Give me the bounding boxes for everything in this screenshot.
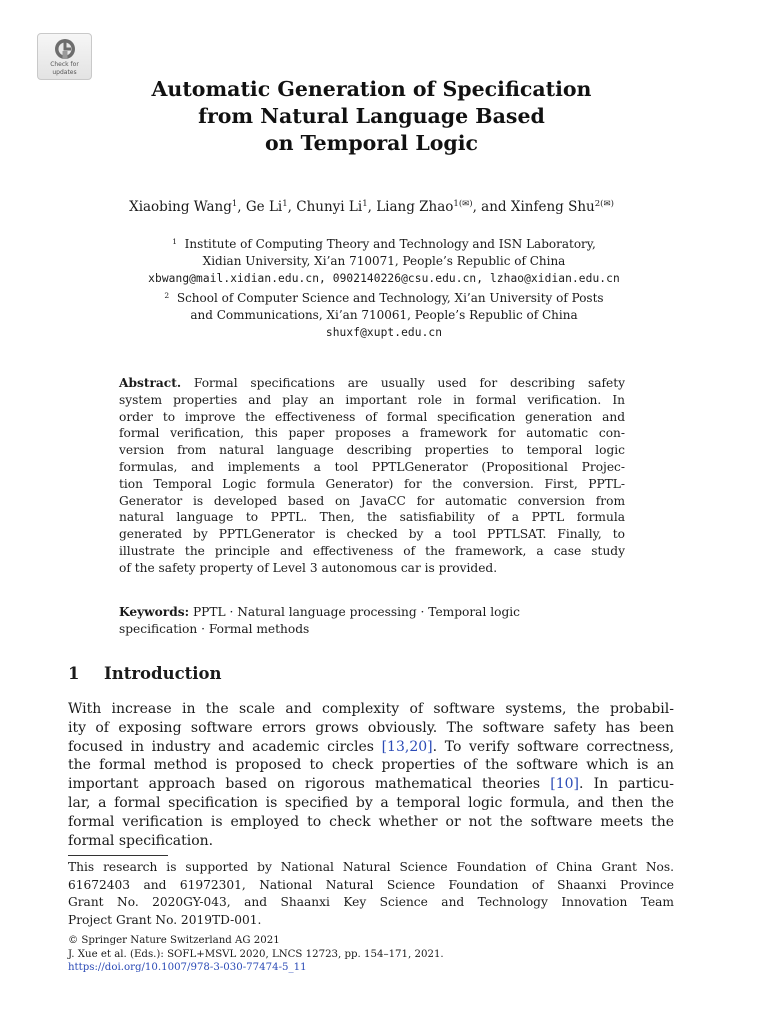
- citation-info-line: J. Xue et al. (Eds.): SOFL+MSVL 2020, LNCS 12723, pp. 154–171, 2021.: [68, 948, 444, 960]
- affiliation-1-line: [60, 233, 708, 253]
- abstract-line: illustrate the principle and effectiveness of the framework, a case study: [119, 543, 625, 558]
- abstract-line: Generator is developed based on JavaCC for automatic conversion from: [119, 493, 625, 508]
- abstract-line: [119, 375, 625, 392]
- affiliation-1-emails[interactable]: xbwang@mail.xidian.edu.cn, 0902140226@csu.edu.cn, lzhao@xidian.edu.cn: [148, 272, 620, 285]
- author-affil-mark: 2(✉): [594, 199, 614, 209]
- body-text: . To verify software correctness,: [432, 738, 674, 755]
- body-line: formal verification is employed to check whether or not the software meets the: [68, 813, 674, 830]
- footnote-line: 61672403 and 61972301, National Natural Science Foundation of Shaanxi Province: [68, 877, 674, 892]
- author-name: Liang Zhao: [376, 199, 454, 215]
- keywords-line: [119, 604, 625, 621]
- footnote-line: Project Grant No. 2019TD-001.: [68, 912, 262, 927]
- doi-link[interactable]: https://doi.org/10.1007/978-3-030-77474-5_11: [68, 962, 307, 973]
- citation-link[interactable]: [13,20]: [381, 738, 433, 755]
- abstract-line: tion Temporal Logic formula Generator) for the conversion. First, PPTL-: [119, 476, 625, 491]
- abstract-line: of the safety property of Level 3 autonomous car is provided.: [119, 560, 498, 575]
- author-list: [40, 199, 703, 215]
- body-text: . In particu-: [578, 776, 675, 793]
- author-affil-mark: 1: [282, 199, 288, 209]
- author-affil-mark: 1(✉): [453, 199, 473, 209]
- author-name: Xiaobing Wang: [129, 199, 232, 215]
- section-title: Introduction: [104, 664, 222, 683]
- body-line: [68, 775, 674, 794]
- body-line: the formal method is proposed to check properties of the software which is an: [68, 757, 674, 774]
- funding-footnote: [68, 859, 674, 929]
- body-line: With increase in the scale and complexity of software systems, the probabil-: [68, 701, 674, 717]
- abstract-line: formal verification, this paper proposes a framework for automatic con-: [119, 426, 625, 441]
- badge-text-line1: Check for: [50, 61, 79, 68]
- abstract-line: formulas, and implements a tool PPTLGenerator (Propositional Projec-: [119, 459, 625, 474]
- author-separator: ,: [287, 199, 297, 215]
- author-name: Xinfeng Shu: [510, 199, 595, 215]
- body-line: ity of exposing software errors grows obviously. The software safety has been: [68, 719, 674, 736]
- abstract-line: generated by PPTLGenerator is checked by a tool PPTLSAT. Finally, to: [119, 527, 625, 542]
- footnote-line: Grant No. 2020GY-043, and Shaanxi Key Science and Technology Innovation Team: [68, 895, 674, 910]
- affiliation-1-line: Xidian University, Xi’an 710071, People’s Republic of China: [202, 254, 566, 268]
- crossmark-icon: [54, 38, 76, 60]
- abstract-line: natural language to PPTL. Then, the satisfiability of a PPTL formula: [119, 510, 625, 525]
- title-line: Automatic Generation of Specification: [151, 77, 592, 101]
- keywords-text: PPTL · Natural language processing · Temporal logic: [192, 605, 520, 619]
- body-line: [68, 738, 674, 757]
- abstract-label: Abstract.: [119, 376, 182, 390]
- abstract-line: system properties and play an important role in formal verification. In: [119, 392, 625, 407]
- copyright-block: [68, 934, 444, 975]
- affiliation-mark: 1: [172, 237, 177, 246]
- keywords-line: specification · Formal methods: [119, 622, 310, 636]
- author-affil-mark: 1: [362, 199, 368, 209]
- author-name: Ge Li: [245, 199, 283, 215]
- badge-text-line2: updates: [52, 69, 77, 76]
- abstract-text: Formal specifications are usually used for describing safety: [193, 376, 625, 390]
- title-line: from Natural Language Based: [198, 104, 545, 128]
- keywords-label: Keywords:: [119, 605, 190, 619]
- footnote-divider: [68, 855, 168, 856]
- paper-title: [70, 76, 673, 157]
- author-affil-mark: 1: [231, 199, 238, 209]
- affiliation-text: Institute of Computing Theory and Technology and ISN Laboratory,: [184, 237, 596, 251]
- author-separator: ,: [237, 199, 246, 215]
- abstract-line: order to improve the effectiveness of formal specification generation and: [119, 409, 625, 424]
- intro-paragraph: [68, 700, 674, 850]
- body-text: focused in industry and academic circles: [68, 738, 382, 755]
- affiliation-2-line: [60, 287, 708, 307]
- footnote-line: This research is supported by National Natural Science Foundation of China Grant Nos.: [68, 860, 674, 874]
- affiliation-mark: 2: [164, 291, 170, 300]
- author-separator: ,: [367, 199, 377, 215]
- affiliation-2-email[interactable]: shuxf@xupt.edu.cn: [325, 326, 443, 339]
- citation-link[interactable]: [10]: [550, 776, 579, 793]
- copyright-line: © Springer Nature Switzerland AG 2021: [68, 935, 280, 946]
- section-heading: [68, 664, 222, 683]
- keywords: [119, 604, 625, 638]
- author-name: Chunyi Li: [296, 199, 363, 215]
- section-number: 1: [68, 664, 80, 683]
- abstract-line: version from natural language describing properties to temporal logic: [119, 443, 625, 458]
- body-line: formal specification.: [68, 832, 214, 849]
- body-line: lar, a formal specification is specified by a temporal logic formula, and then the: [68, 794, 674, 811]
- affiliation-2-line: and Communications, Xi’an 710061, People’s Republic of China: [190, 308, 578, 322]
- affiliation-text: School of Computer Science and Technology, Xi’an University of Posts: [176, 291, 604, 305]
- title-line: on Temporal Logic: [264, 131, 479, 155]
- check-for-updates-badge[interactable]: [37, 33, 92, 80]
- abstract: [119, 375, 625, 577]
- body-text: important approach based on rigorous mathematical theories: [68, 776, 551, 793]
- affiliation-block: [60, 233, 708, 341]
- author-separator: , and: [472, 199, 511, 215]
